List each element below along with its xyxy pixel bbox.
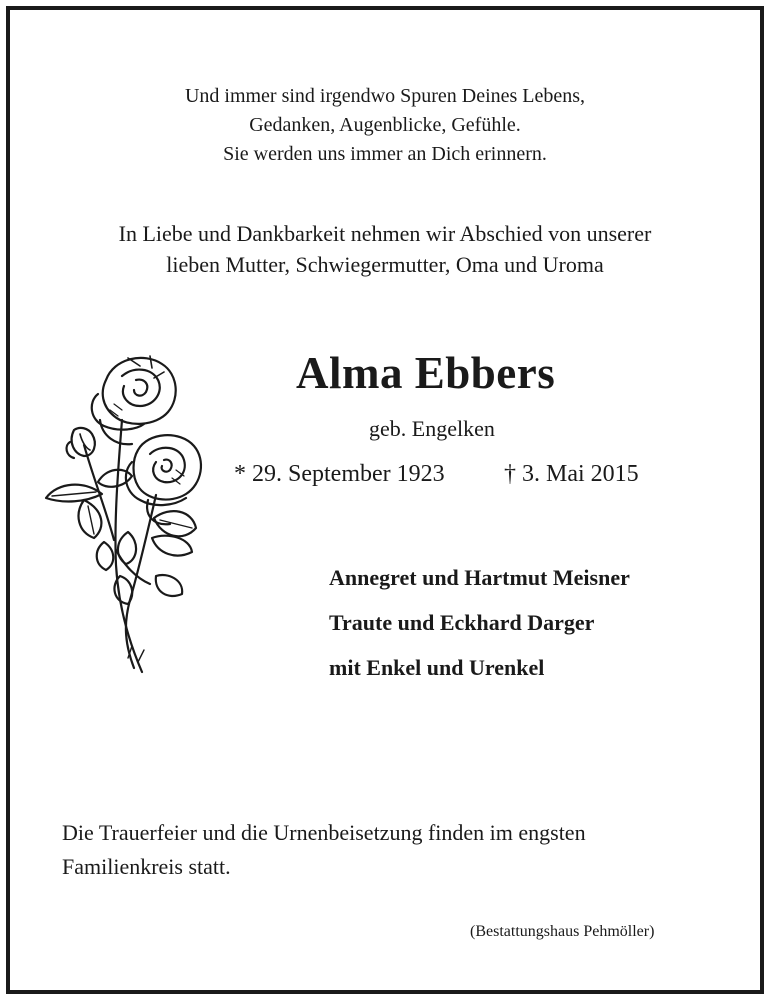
notice-line: Die Trauerfeier und die Urnenbeisetzung finden im engsten bbox=[62, 820, 586, 845]
mourner-line: Annegret und Hartmut Meisner bbox=[329, 565, 630, 590]
death-date: † 3. Mai 2015 bbox=[504, 461, 639, 487]
poem-line: Sie werden uns immer an Dich erinnern. bbox=[223, 143, 547, 165]
mourners-list bbox=[329, 555, 630, 690]
rose-illustration bbox=[44, 350, 204, 680]
intro-line: In Liebe und Dankbarkeit nehmen wir Abschied von unserer bbox=[118, 221, 652, 246]
mourner-line: Traute und Eckhard Darger bbox=[329, 610, 595, 635]
poem-line: Gedanken, Augenblicke, Gefühle. bbox=[249, 114, 521, 136]
funeral-notice bbox=[62, 816, 586, 884]
farewell-intro bbox=[0, 218, 770, 280]
maiden-name: geb. Engelken bbox=[369, 416, 495, 441]
funeral-home: (Bestattungshaus Pehmöller) bbox=[470, 923, 655, 940]
poem bbox=[0, 82, 770, 169]
notice-line: Familienkreis statt. bbox=[62, 854, 231, 879]
mourner-line: mit Enkel und Urenkel bbox=[329, 655, 545, 680]
intro-line: lieben Mutter, Schwiegermutter, Oma und Uroma bbox=[166, 252, 604, 277]
deceased-name: Alma Ebbers bbox=[296, 348, 556, 398]
poem-line: Und immer sind irgendwo Spuren Deines Lebens, bbox=[184, 85, 586, 107]
birth-date: * 29. September 1923 bbox=[234, 461, 445, 487]
